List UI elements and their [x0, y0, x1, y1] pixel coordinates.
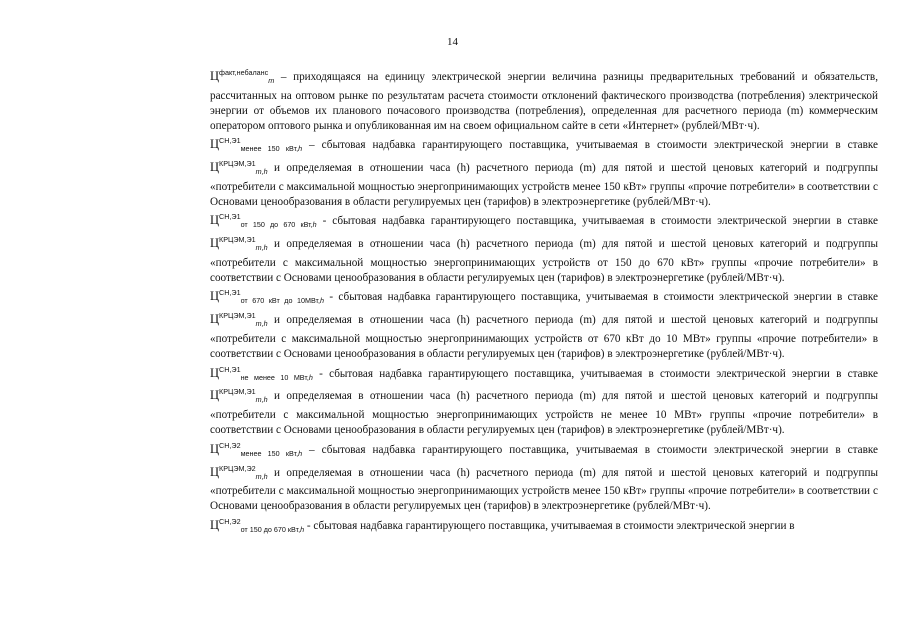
symbol-krcem-e1: $Ц^{КРЦЭМ,Э1}_{m,h}$ [210, 235, 268, 253]
definition-text-b: и определяемая в отношении часа (h) расчетного периода (m) для пятой и шестой ценовых категорий и подгруппы «потребители с максимальной мощностью энергопринимающих устройств менее 150 кВт» группы «прочие потребители» в соответствии с Основами ценообразования в области регулируемых цен (тарифов) в электроэнергетике (рублей/МВт·ч). [210, 466, 878, 513]
symbol-ce1-not-less10: $Ц^{СН,Э1}_{не менее 10 МВт,h}$ [210, 364, 313, 382]
symbol-ce2-150-670: $Ц^{СН,Э2}_{от 150 до 670 кВт,h}$ [210, 516, 305, 534]
definition-text-b: и определяемая в отношении часа (h) расчетного периода (m) для пятой и шестой ценовых категорий и подгруппы «потребители с максимальной мощностью энергопринимающих устройств от 670 кВт до 10 МВт» группы «прочие потребители» в соответствии с Основами ценообразования в области регулируемых цен (тарифов) в электроэнергетике (рублей/МВт·ч). [210, 314, 878, 361]
definition-ce1-not-less10 [210, 363, 878, 439]
definition-text-a: – сбытовая надбавка гарантирующего поставщика, учитываемая в стоимости электрической энергии в ставке [302, 139, 878, 152]
symbol-ce1-150-670: $Ц^{СН,Э1}_{от 150 до 670 кВт,h}$ [210, 212, 317, 230]
definitions-list [210, 66, 878, 538]
definition-text-a: – сбытовая надбавка гарантирующего поставщика, учитываемая в стоимости электрической энергии в ставке [302, 443, 878, 456]
symbol-krcem-e1: $Ц^{КРЦЭМ,Э1}_{m,h}$ [210, 311, 268, 329]
symbol-krcem-e2: $Ц^{КРЦЭМ,Э2}_{m,h}$ [210, 463, 268, 481]
definition-ce2-150-670 [210, 515, 878, 538]
definition-text-a: - сбытовая надбавка гарантирующего поставщика, учитываемая в стоимости электрической энергии в ставке [324, 291, 879, 304]
definition-ce2-less150 [210, 439, 878, 515]
definition-ce1-150-670 [210, 210, 878, 286]
definition-ce1-670-10 [210, 286, 878, 362]
definition-fact-nebalans [210, 66, 878, 134]
definition-text-b: и определяемая в отношении часа (h) расчетного периода (m) для пятой и шестой ценовых категорий и подгруппы «потребители с максимальной мощностью энергопринимающих устройств от 150 до 670 кВт» группы «прочие потребители» в соответствии с Основами ценообразования в области регулируемых цен (тарифов) в электроэнергетике (рублей/МВт·ч). [210, 238, 878, 284]
definition-text-a: - сбытовая надбавка гарантирующего поставщика, учитываемая в стоимости электрической энергии в ставке [316, 215, 878, 228]
symbol-fact-nebalans: $Ц^{факт,небаланс}_m$ [210, 68, 275, 85]
symbol-ce2-less150: $Ц^{СН,Э2}_{менее 150 кВт,h}$ [210, 440, 303, 458]
page-number: 14 [447, 36, 458, 48]
symbol-krcem-e1: $Ц^{КРЦЭМ,Э1}_{m,h}$ [210, 159, 268, 177]
symbol-ce1-670-10: $Ц^{СН,Э1}_{от 670 кВт до 10МВт,h}$ [210, 288, 325, 306]
definition-text-a: - сбытовая надбавка гарантирующего поставщика, учитываемая в стоимости электрической энергии в [304, 519, 795, 532]
definition-text-b: и определяемая в отношении часа (h) расчетного периода (m) для пятой и шестой ценовых категорий и подгруппы «потребители с максимальной мощностью энергопринимающих устройств не менее 10 МВт» группы «прочие потребители» в соответствии с Основами ценообразования в области регулируемых цен (тарифов) в электроэнергетике (рублей/МВт·ч). [210, 390, 878, 437]
definition-text-a: - сбытовая надбавка гарантирующего поставщика, учитываемая в стоимости электрической энергии в ставке [312, 367, 879, 380]
definition-text: – приходящаяся на единицу электрической энергии величина разницы предварительных требований и обязательств, рассчитанных на оптовом рынке по результатам расчета стоимости отклонений фактического производства (потребления) электрической энергии от объемов их планового почасового производства (потребления), определенная для расчетного периода (m) коммерческим оператором оптового рынка и опубликованная им на своем официальном сайте в сети «Интернет» (рублей/МВт·ч). [210, 71, 878, 132]
symbol-ce1-less150: $Ц^{СН,Э1}_{менее 150 кВт,h}$ [210, 136, 303, 154]
definition-text-b: и определяемая в отношении часа (h) расчетного периода (m) для пятой и шестой ценовых категорий и подгруппы «потребители с максимальной мощностью энергопринимающих устройств менее 150 кВт» группы «прочие потребители» в соответствии с Основами ценообразования в области регулируемых цен (тарифов) в электроэнергетике (рублей/МВт·ч). [210, 162, 878, 208]
symbol-krcem-e1: $Ц^{КРЦЭМ,Э1}_{m,h}$ [210, 387, 268, 405]
definition-ce1-less150 [210, 134, 878, 210]
